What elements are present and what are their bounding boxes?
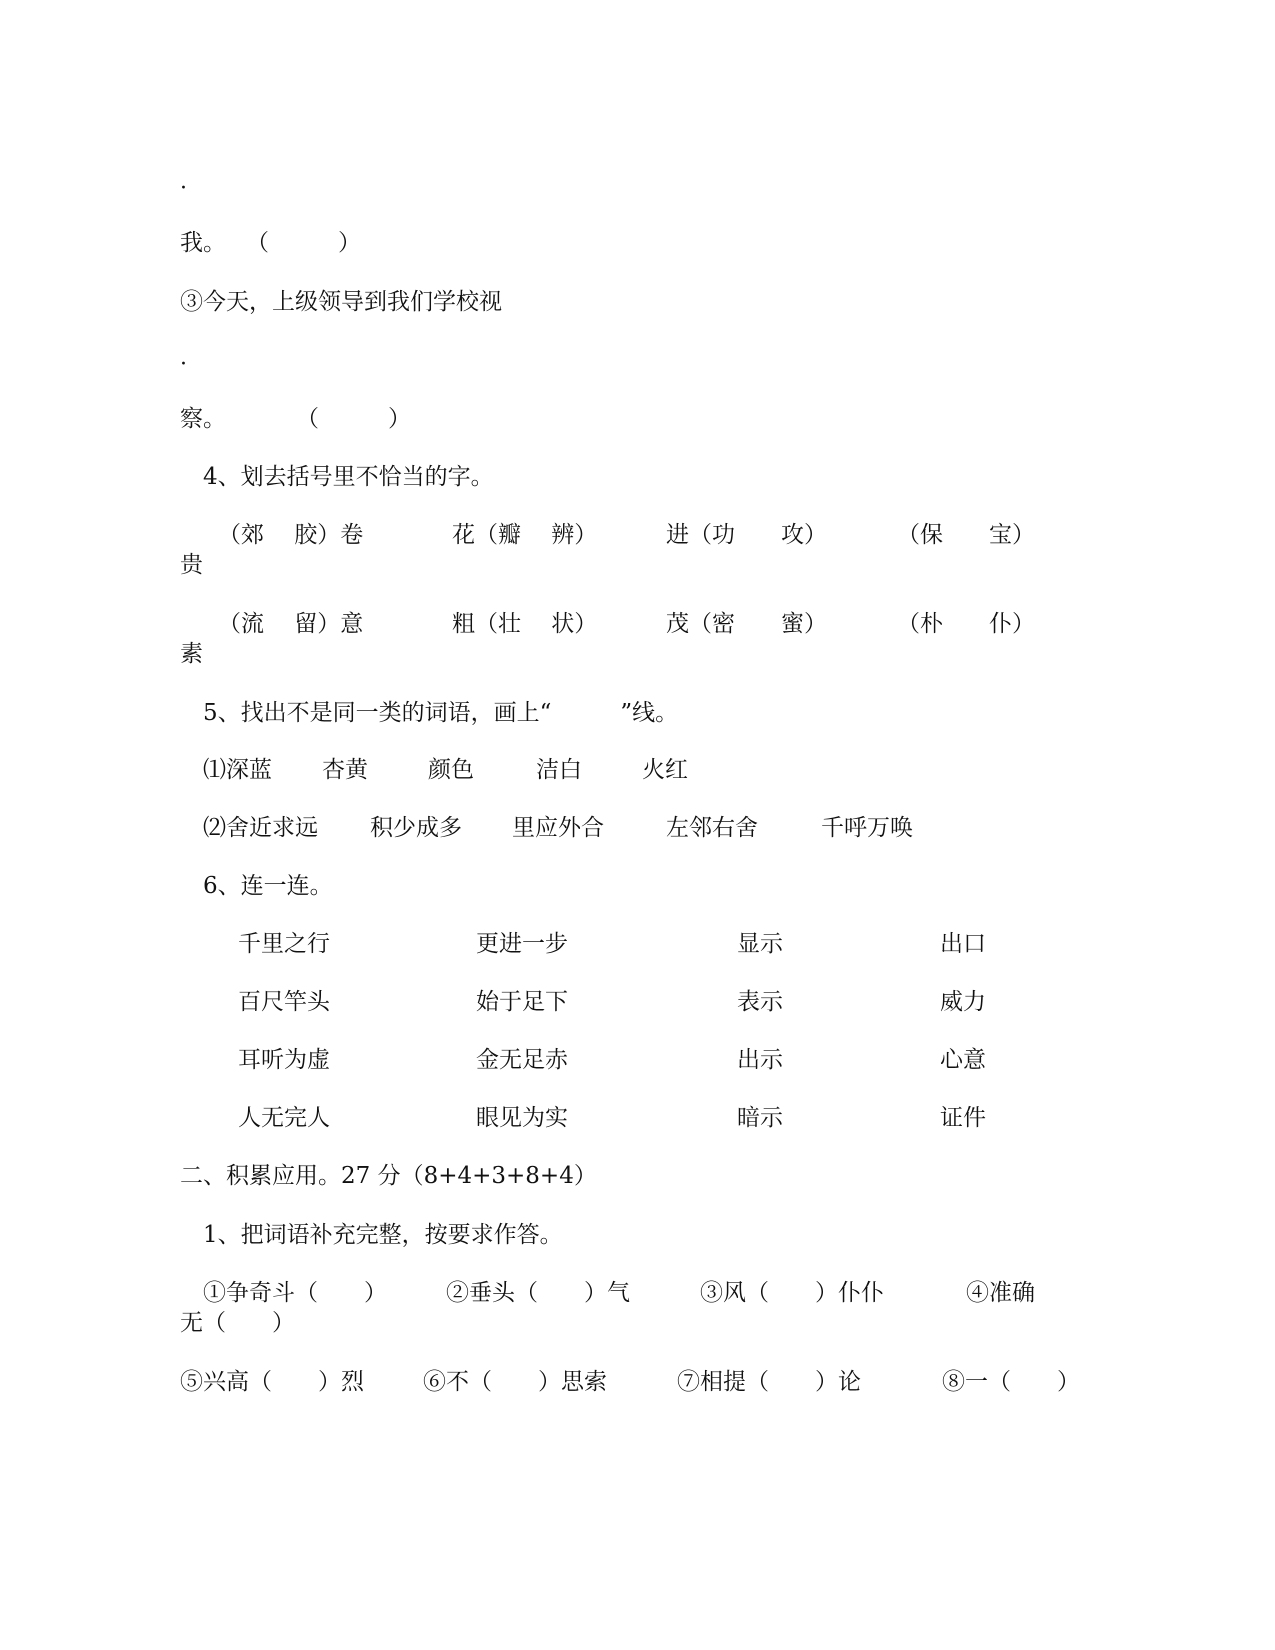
choice-item-wrap: 贵 <box>180 552 203 578</box>
choice-item: （朴 仆） <box>897 611 1035 637</box>
match-item: 显示 <box>737 931 783 957</box>
choice-item: （保 宝） <box>897 522 1035 548</box>
word-item: 杏黄 <box>322 757 368 783</box>
word-item: 颜色 <box>428 757 474 783</box>
choice-item: 茂（密 蜜） <box>666 611 827 637</box>
match-item: 人无完人 <box>238 1105 330 1131</box>
match-item: 心意 <box>940 1047 986 1073</box>
match-item: 千里之行 <box>238 931 330 957</box>
match-item: 暗示 <box>737 1105 783 1131</box>
match-item: 表示 <box>737 989 783 1015</box>
choice-item: 粗（壮 状） <box>452 611 598 637</box>
idiom-item: ②垂头（ ）气 <box>446 1280 630 1306</box>
idiom-item: ⑧一（ ） <box>942 1369 1080 1395</box>
match-item: 始于足下 <box>476 989 568 1015</box>
word-item: 左邻右舍 <box>666 815 758 841</box>
word-item: 洁白 <box>536 757 582 783</box>
choice-item: （郊 胶）卷 <box>218 522 364 548</box>
idiom-item: ⑥不（ ）思索 <box>423 1369 607 1395</box>
match-item: 百尺竿头 <box>238 989 330 1015</box>
answer-paren: （ ） <box>246 230 361 256</box>
idiom-item: ⑦相提（ ）论 <box>677 1369 861 1395</box>
emphasis-dot: · <box>180 352 187 377</box>
word-item: 积少成多 <box>370 815 462 841</box>
question-3-sentence: ③今天，上级领导到我们学校视 <box>180 289 502 315</box>
word-item: 火红 <box>642 757 688 783</box>
section-5-title: 5、找出不是同一类的词语，画上“ ”线。 <box>203 700 679 726</box>
match-item: 耳听为虚 <box>238 1047 330 1073</box>
choice-item: 花（瓣 辨） <box>452 522 598 548</box>
part-2-title: 二、积累应用。27 分（8+4+3+8+4） <box>180 1163 597 1189</box>
emphasis-dot: · <box>180 176 187 201</box>
idiom-item: ③风（ ）仆仆 <box>700 1280 884 1306</box>
idiom-item: ⑤兴高（ ）烈 <box>180 1369 364 1395</box>
section-6-title: 6、连一连。 <box>203 873 333 899</box>
match-item: 证件 <box>940 1105 986 1131</box>
word-item: ⑴深蓝 <box>203 757 272 783</box>
choice-item: （流 留）意 <box>218 611 364 637</box>
match-item: 更进一步 <box>476 931 568 957</box>
word-item: 千呼万唤 <box>821 815 913 841</box>
word-item: ⑵舍近求远 <box>203 815 318 841</box>
sentence-end-wo: 我。 <box>180 230 226 256</box>
sentence-end-cha: 察。 <box>180 406 226 432</box>
match-item: 金无足赤 <box>476 1047 568 1073</box>
answer-paren: （ ） <box>296 406 411 432</box>
idiom-item: ①争奇斗（ ） <box>203 1280 387 1306</box>
match-item: 出示 <box>737 1047 783 1073</box>
idiom-item: ④准确 <box>966 1280 1035 1306</box>
word-item: 里应外合 <box>512 815 604 841</box>
question-1-title: 1、把词语补充完整，按要求作答。 <box>203 1222 563 1248</box>
match-item: 眼见为实 <box>476 1105 568 1131</box>
match-item: 威力 <box>940 989 986 1015</box>
choice-item-wrap: 素 <box>180 641 203 667</box>
idiom-item-wrap: 无（ ） <box>180 1310 295 1336</box>
choice-item: 进（功 攻） <box>666 522 827 548</box>
section-4-title: 4、划去括号里不恰当的字。 <box>203 464 494 490</box>
match-item: 出口 <box>940 931 986 957</box>
